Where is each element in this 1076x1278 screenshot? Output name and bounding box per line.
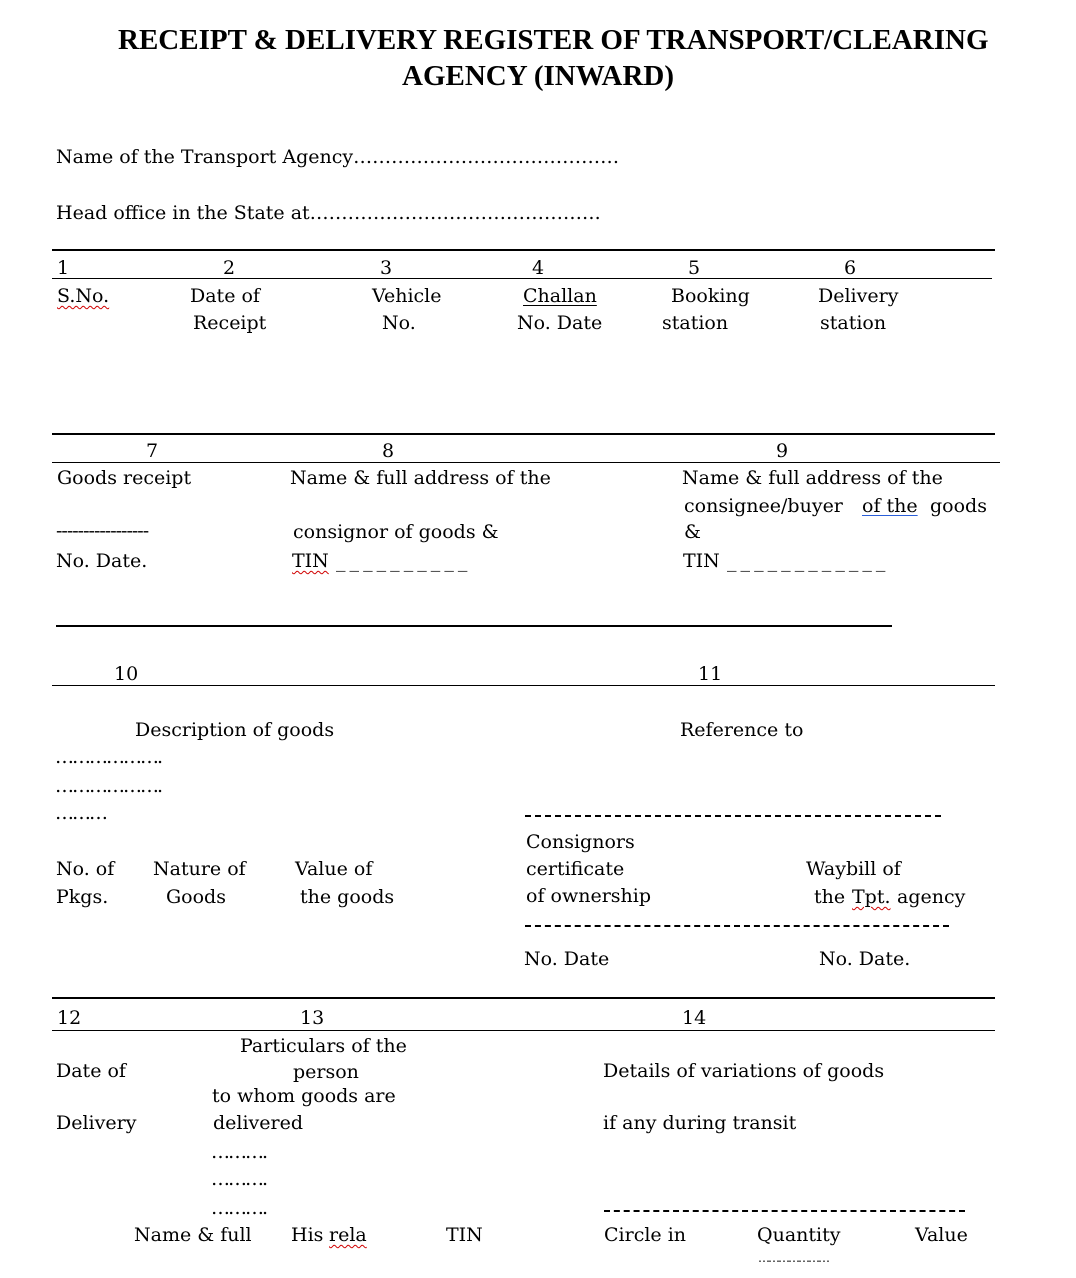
delivery-station-label: station: [820, 312, 887, 334]
quantity-label: Quantity: [757, 1224, 841, 1246]
agency-label: agency: [897, 886, 966, 908]
col-num-4: 4: [532, 257, 545, 279]
consignor-tin-dashes: _ _ _ _ _ _ _ _ _ _: [336, 550, 467, 572]
section4-num-rule: [52, 1030, 995, 1031]
reference-dash-2: [525, 925, 949, 927]
variation-dash: [604, 1210, 965, 1212]
col-num-5: 5: [688, 257, 701, 279]
consignors-label: Consignors: [526, 831, 635, 853]
particulars-dots-1: ……….: [211, 1141, 267, 1163]
delivery-label: Delivery: [818, 285, 899, 307]
quantity-dots: …………………: [758, 1251, 828, 1265]
goods-receipt-label: Goods receipt: [57, 467, 192, 489]
challan-no-date-label: No. Date: [517, 312, 603, 334]
consignor-line-2: consignor of goods &: [293, 521, 499, 543]
delivery-date-of-label: Date of: [56, 1060, 126, 1082]
the-goods-label: the goods: [300, 886, 395, 908]
no-of-label: No. of: [56, 858, 115, 880]
receipt-label: Receipt: [193, 312, 267, 334]
section1-top-rule: [52, 249, 995, 251]
description-label: Description of goods: [135, 719, 335, 741]
particulars-dots-3: ……….: [211, 1197, 267, 1219]
col-num-10: 10: [114, 663, 139, 685]
col-num-2: 2: [223, 257, 236, 279]
section2-top-rule: [52, 433, 995, 435]
consignee-ampersand: &: [684, 521, 701, 543]
waybill-no-date: No. Date.: [819, 948, 911, 970]
col-num-11: 11: [698, 663, 723, 685]
tin-label: TIN: [446, 1224, 483, 1246]
particulars-dots-2: ……….: [211, 1168, 267, 1190]
reference-to-label: Reference to: [680, 719, 804, 741]
to-whom-label: to whom goods are: [212, 1085, 396, 1107]
col-num-9: 9: [776, 440, 789, 462]
goods-receipt-dashes: -----------------: [56, 520, 149, 542]
value-of-label: Value of: [295, 858, 373, 880]
reference-dash-1: [525, 815, 941, 817]
name-full-label: Name & full: [134, 1224, 252, 1246]
section4-top-rule: [52, 997, 995, 999]
col-num-14: 14: [682, 1007, 707, 1029]
the-tpt-label: the: [814, 886, 846, 908]
delivered-label: delivered: [213, 1112, 304, 1134]
consignee-line-2b: of the: [862, 495, 918, 517]
col-num-12: 12: [57, 1007, 82, 1029]
section2-bottom-rule: [56, 625, 892, 627]
booking-label: Booking: [671, 285, 750, 307]
certificate-label: certificate: [526, 858, 625, 880]
consignee-tin-dashes: _ _ _ _ _ _ _ _ _ _ _ _: [727, 550, 885, 572]
sno-label: S.No.: [57, 285, 110, 307]
consignor-line-1: Name & full address of the: [290, 467, 551, 489]
person-label: person: [293, 1061, 359, 1083]
section3-num-rule: [52, 685, 995, 686]
col-num-1: 1: [57, 257, 70, 279]
of-ownership-label: of ownership: [526, 885, 652, 907]
col-num-7: 7: [146, 440, 159, 462]
agency-name-field: Name of the Transport Agency……………………………………: [56, 146, 620, 168]
waybill-of-label: Waybill of: [806, 858, 901, 880]
section2-num-rule: [52, 462, 1000, 463]
rela-label: rela: [329, 1224, 367, 1246]
challan-label: Challan: [523, 285, 597, 307]
circle-in-label: Circle in: [604, 1224, 687, 1246]
particulars-label: Particulars of the: [240, 1035, 407, 1057]
col-num-13: 13: [300, 1007, 325, 1029]
consignee-line-2a: consignee/buyer: [684, 495, 843, 517]
head-office-field: Head office in the State at……………………………………….: [56, 202, 601, 224]
description-dots-1: ……………….: [55, 746, 162, 768]
title-line-2: AGENCY (INWARD): [402, 60, 675, 92]
details-label: Details of variations of goods: [603, 1060, 885, 1082]
vehicle-no-label: No.: [382, 312, 416, 334]
booking-station-label: station: [662, 312, 729, 334]
goods-label: Goods: [166, 886, 226, 908]
delivery-label-2: Delivery: [56, 1112, 137, 1134]
tpt-label: Tpt.: [852, 886, 891, 908]
col-num-8: 8: [382, 440, 395, 462]
section1-num-rule: [52, 278, 992, 279]
col-num-6: 6: [844, 257, 857, 279]
nature-of-label: Nature of: [153, 858, 246, 880]
consignee-tin-label: TIN: [683, 550, 720, 572]
pkgs-label: Pkgs.: [56, 886, 109, 908]
value-label: Value: [915, 1224, 968, 1246]
description-dots-2: ……………….: [55, 775, 162, 797]
goods-no-date-label: No. Date.: [56, 550, 148, 572]
col-num-3: 3: [380, 257, 393, 279]
certificate-no-date: No. Date: [524, 948, 610, 970]
consignee-line-2c: goods: [930, 495, 987, 517]
title-line-1: RECEIPT & DELIVERY REGISTER OF TRANSPORT/CLEARING: [118, 24, 989, 56]
vehicle-label: Vehicle: [372, 285, 442, 307]
consignee-line-1: Name & full address of the: [682, 467, 943, 489]
his-label: His: [291, 1224, 324, 1246]
if-any-label: if any during transit: [603, 1112, 797, 1134]
consignor-tin-label: TIN: [292, 550, 329, 572]
date-of-label: Date of: [190, 285, 260, 307]
description-dots-3: ………: [55, 802, 106, 824]
